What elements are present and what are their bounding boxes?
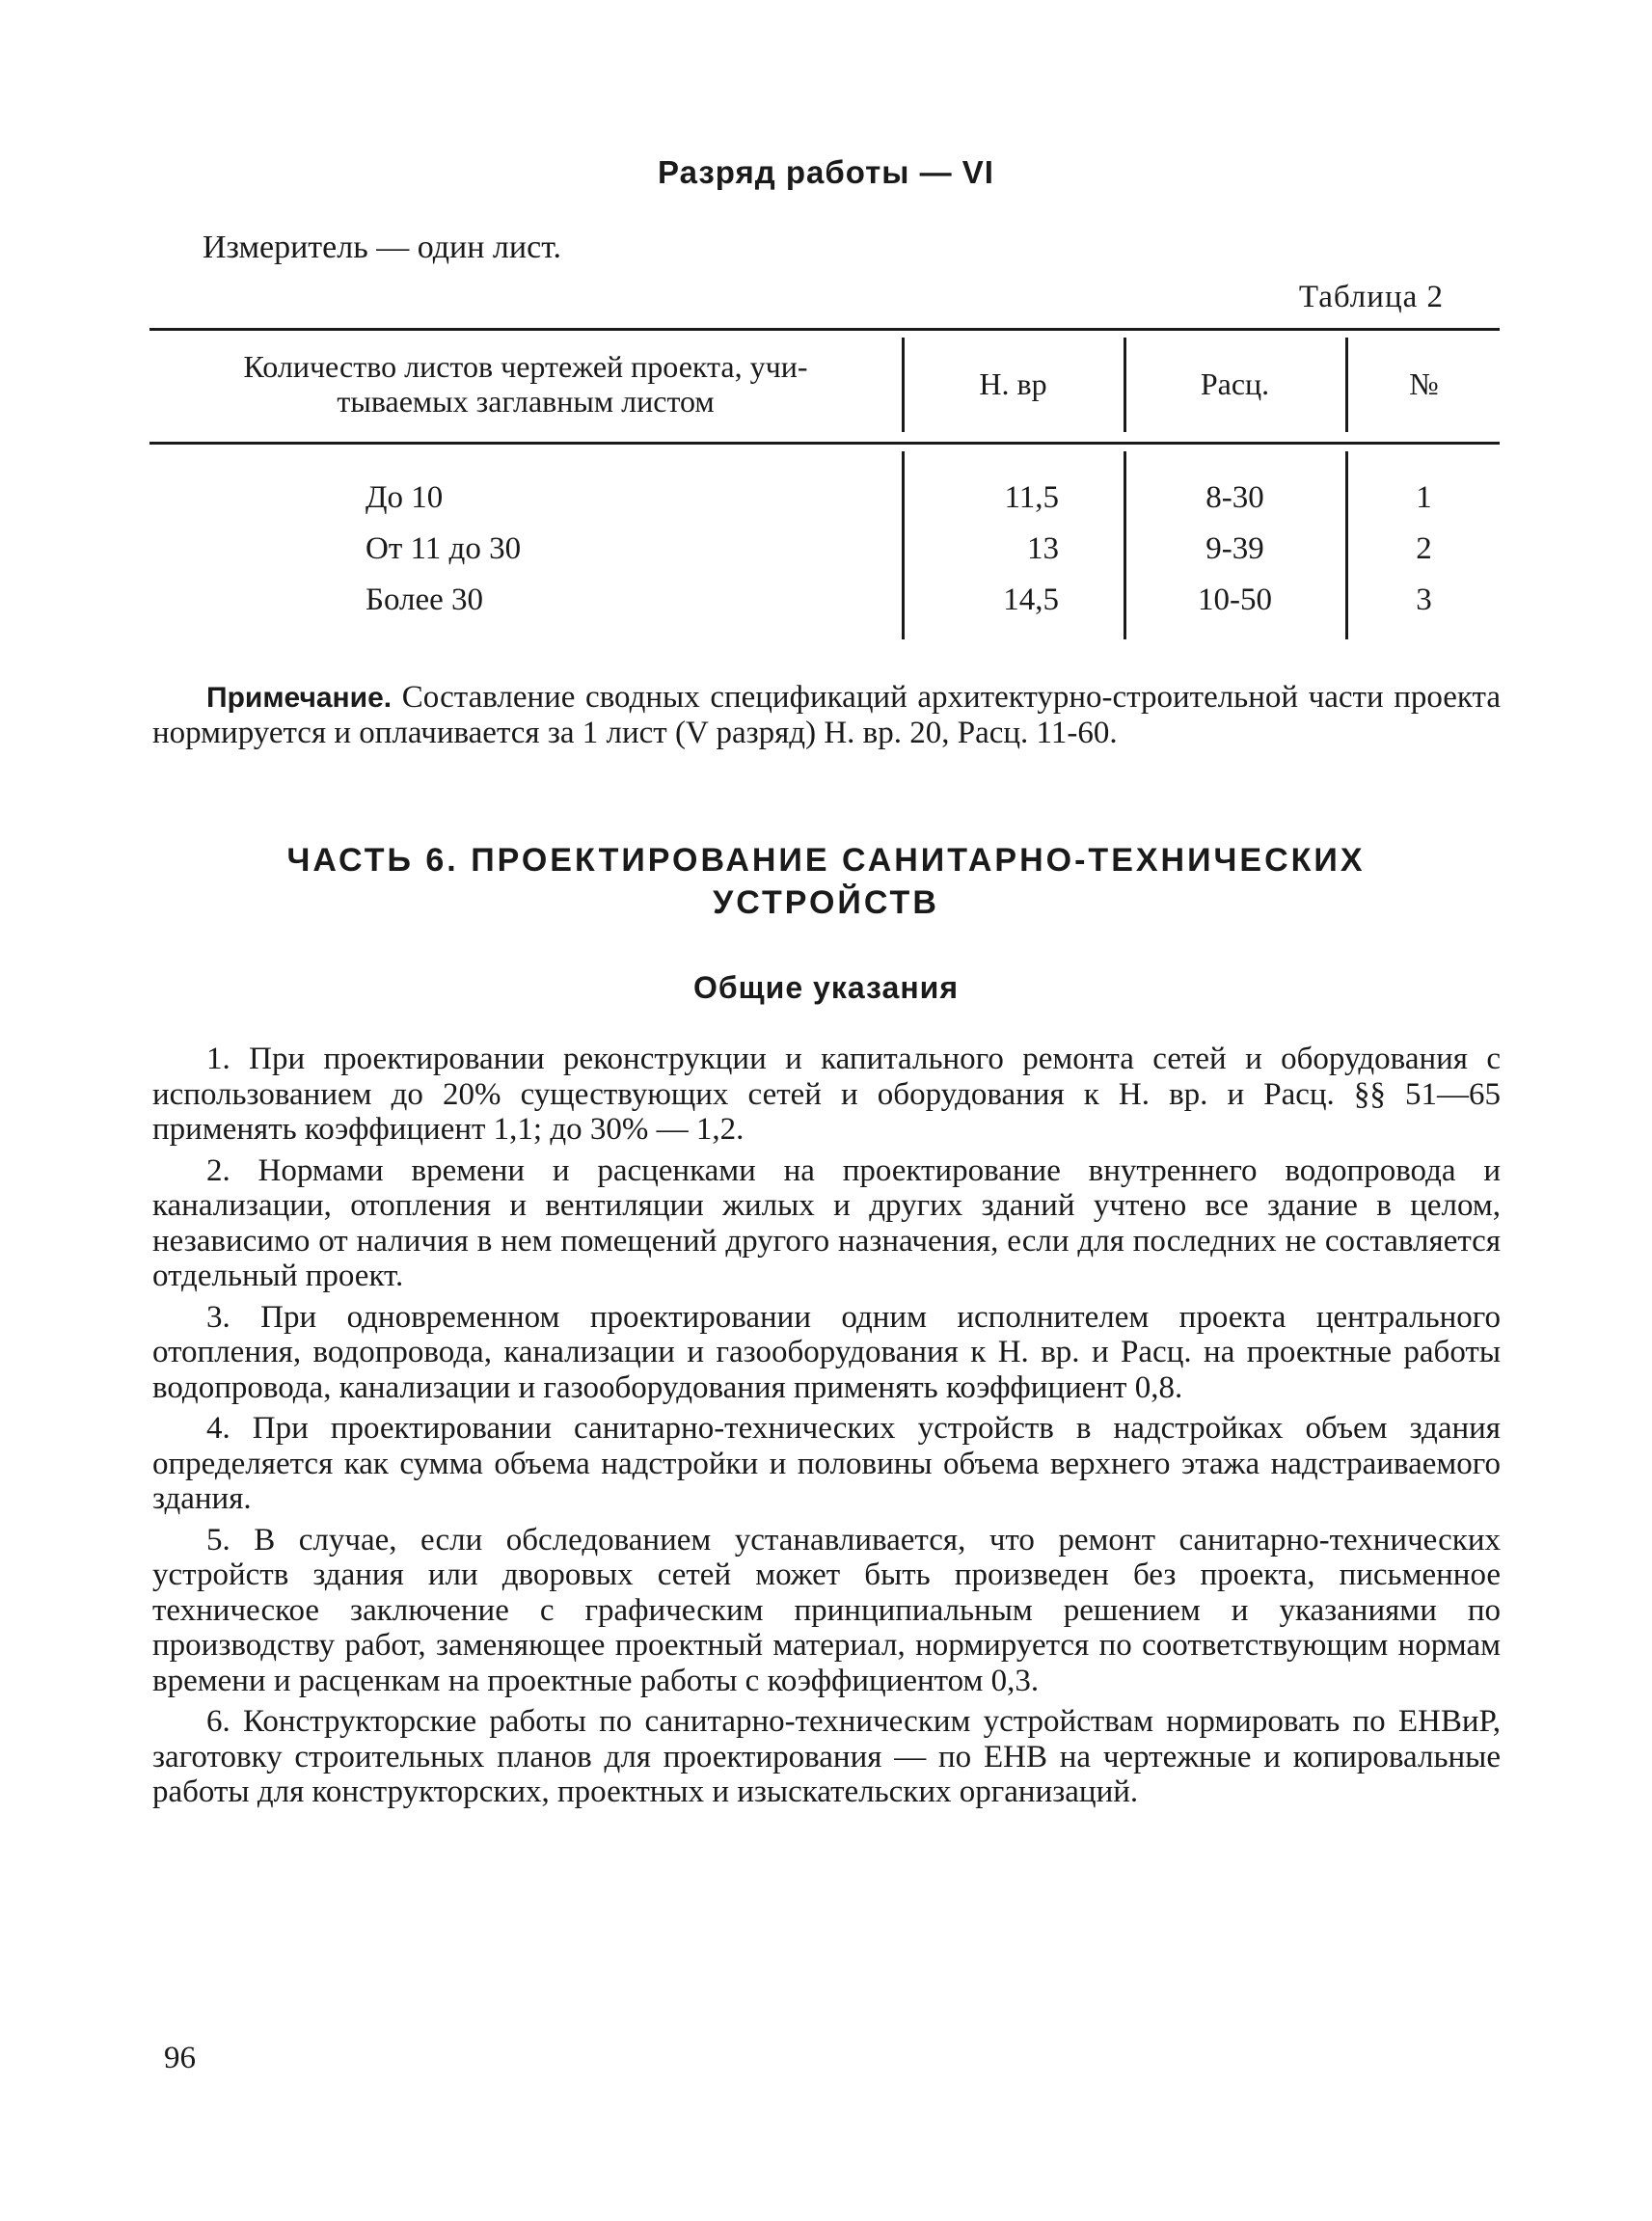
measure-unit: Измеритель — один лист. [203, 230, 561, 265]
table-header-rate: Расц. [1200, 366, 1270, 401]
cell-time-norm: 11,5 [1004, 480, 1059, 515]
table-caption: Таблица 2 [1298, 280, 1444, 314]
instruction-paragraph: 5. В случае, если обследованием устанавливается, что ремонт санитарно-технических устройств здания или дворовых сетей может быть произведен без проекта, письменное техническое заключение с графическим принципиальным решением и указаниями по производству работ, заменяющее проектный материал, нормируется по соответствующим нормам времени и расценкам на проектные работы с коэффициентом 0,3. [152, 1522, 1501, 1698]
header-description-line: тываемых заглавным листом [337, 384, 715, 419]
part-title-line: УСТРОЙСТВ [713, 884, 939, 921]
instruction-paragraph: 1. При проектировании реконструкции и капитального ремонта сетей и оборудования с использованием до 20% существующих сетей и оборудования к Н. вр. и Расц. §§ 51—65 применять коэффициент 1,1; до 30% — 1,2. [152, 1042, 1501, 1147]
instruction-paragraph: 3. При одновременном проектировании одним исполнителем проекта центрального отопления, водопровода, канализации и газооборудования к Н. вр. и Расц. на проектные работы водопровода, канализации и газооборудования применять коэффициент 0,8. [152, 1299, 1501, 1405]
cell-number: 3 [1416, 582, 1432, 617]
work-grade-title: Разряд работы — VI [658, 154, 994, 190]
note-text: Составление сводных спецификаций архитектурно-строительной части проекта нормируется и оплачивается за 1 лист (V разряд) Н. вр. 20, Расц. 11-60. [152, 680, 1502, 750]
instruction-paragraph: 4. При проектировании санитарно-технических устройств в надстройках объем здания определяется как сумма объема надстройки и половины объема верхнего этажа надстраиваемого здания. [152, 1411, 1501, 1516]
cell-rate: 8-30 [1205, 480, 1264, 515]
part-title [0, 839, 1652, 924]
table-header-number: № [1409, 366, 1439, 401]
cell-number: 1 [1416, 480, 1432, 515]
cell-description: До 10 [366, 480, 444, 515]
norm-table [149, 328, 1500, 646]
section-title: Общие указания [693, 970, 959, 1005]
table-header-description [149, 349, 902, 419]
table-top-rule [149, 328, 1500, 331]
general-instructions [152, 1042, 1501, 1816]
cell-description: Более 30 [366, 582, 484, 617]
page-number: 96 [164, 2041, 196, 2075]
table-note [152, 680, 1501, 750]
note-label: Примечание. [206, 682, 393, 714]
cell-time-norm: 14,5 [1003, 582, 1059, 617]
header-description-line: Количество листов чертежей проекта, учи- [243, 349, 808, 384]
part-title-line: ЧАСТЬ 6. ПРОЕКТИРОВАНИЕ САНИТАРНО-ТЕХНИЧЕСКИХ [286, 842, 1366, 879]
cell-description: От 11 до 30 [366, 531, 522, 566]
cell-number: 2 [1416, 531, 1432, 566]
instruction-paragraph: 6. Конструкторские работы по санитарно-техническим устройствам нормировать по ЕНВиР, заготовку строительных планов для проектирования — по ЕНВ на чертежные и копировальные работы для конструкторских, проектных и изыскательских организаций. [152, 1704, 1501, 1809]
table-header-rule [149, 442, 1500, 445]
cell-rate: 9-39 [1205, 531, 1264, 566]
cell-time-norm: 13 [1027, 531, 1059, 566]
table-header-time-norm: Н. вр [979, 366, 1047, 401]
instruction-paragraph: 2. Нормами времени и расценками на проектирование внутреннего водопровода и канализации, отопления и вентиляции жилых и других зданий учтено все здание в целом, независимо от наличия в нем помещений другого назначения, если для последних не составляется отдельный проект. [152, 1152, 1501, 1293]
cell-rate: 10-50 [1198, 582, 1272, 617]
